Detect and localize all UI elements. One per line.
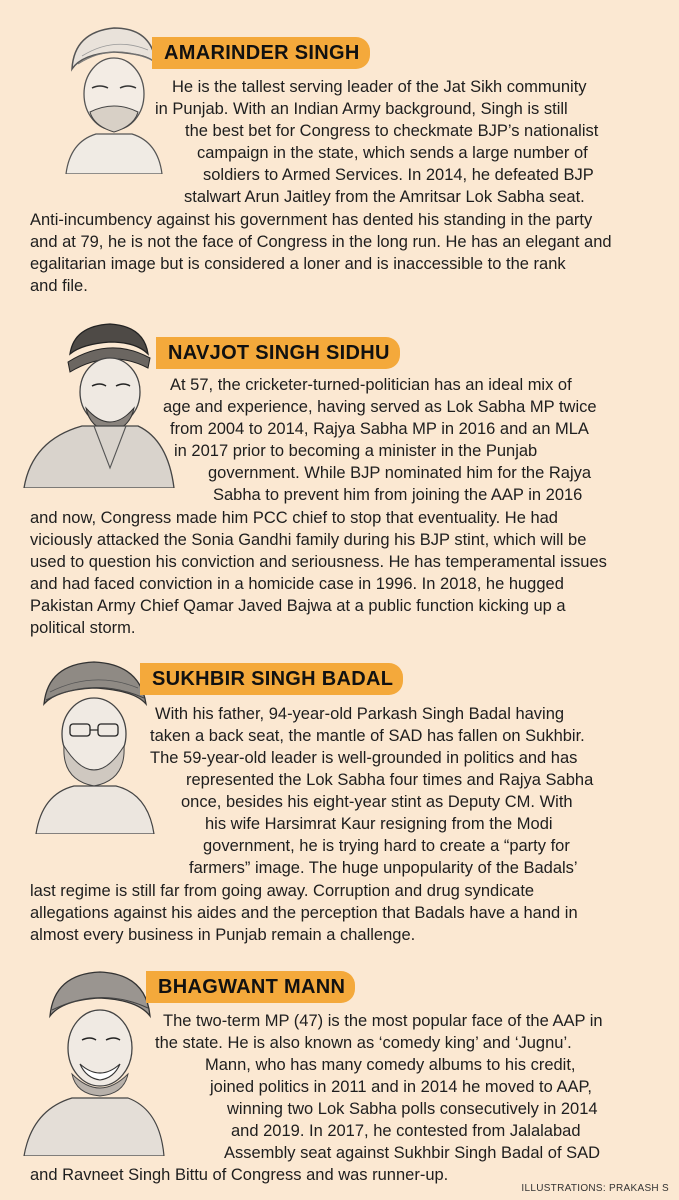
profile-text-line: With his father, 94-year-old Parkash Singh Badal having [155,705,565,723]
profile-text-line: The two-term MP (47) is the most popular face of the AAP in [163,1012,603,1030]
profile-text-line: his wife Harsimrat Kaur resigning from the Modi [205,815,553,833]
profile-text-line: Anti-incumbency against his government has dented his standing in the party [30,211,593,229]
profile-text-line: winning two Lok Sabha polls consecutively in 2014 [227,1100,598,1118]
profile-text-line: last regime is still far from going away. Corruption and drug syndicate [30,882,535,900]
profile-text-line: and Ravneet Singh Bittu of Congress and was runner-up. [30,1166,449,1184]
profile-text-line: egalitarian image but is considered a loner and is inaccessible to the rank [30,255,566,273]
bhagwant-mann-portrait-sketch-icon [16,966,166,1156]
profile-text-line: allegations against his aides and the perception that Badals have a hand in [30,904,578,922]
profile-text-line: the best bet for Congress to checkmate BJP’s nationalist [185,122,599,140]
profile-text-line: The 59-year-old leader is well-grounded in politics and has [150,749,578,767]
profile-text-line: age and experience, having served as Lok Sabha MP twice [163,398,597,416]
navjot-singh-sidhu-portrait-sketch-icon [18,318,178,488]
profile-text-line: almost every business in Punjab remain a challenge. [30,926,416,944]
profile-text-line: from 2004 to 2014, Rajya Sabha MP in 2016 and an MLA [170,420,589,438]
profile-text-line: and file. [30,277,88,295]
profile-text-line: government, he is trying hard to create a “party for [203,837,570,855]
profile-text-line: joined politics in 2011 and in 2014 he moved to AAP, [210,1078,592,1096]
profile-text-line: in Punjab. With an Indian Army background, Singh is still [155,100,568,118]
profile-text-line: Pakistan Army Chief Qamar Javed Bajwa at a public function kicking up a [30,597,566,615]
profile-text-line: He is the tallest serving leader of the Jat Sikh community [172,78,587,96]
profile-text-line: represented the Lok Sabha four times and Rajya Sabha [186,771,594,789]
profile-text-line: At 57, the cricketer-turned-politician has an ideal mix of [170,376,572,394]
profile-text-line: Assembly seat against Sukhbir Singh Badal of SAD [224,1144,601,1162]
profile-text-line: the state. He is also known as ‘comedy king’ and ‘Jugnu’. [155,1034,572,1052]
profile-text-line: in 2017 prior to becoming a minister in the Punjab [174,442,538,460]
profile-text-line: and had faced conviction in a homicide case in 1996. In 2018, he hugged [30,575,564,593]
profile-text-line: and now, Congress made him PCC chief to stop that eventuality. He had [30,509,558,527]
illustration-credit: ILLUSTRATIONS: PRAKASH S [521,1183,669,1194]
profile-text-line: Mann, who has many comedy albums to his credit, [205,1056,576,1074]
profile-text-line: viciously attacked the Sonia Gandhi family during his BJP stint, which will be [30,531,587,549]
profile-text-line: once, besides his eight-year stint as Deputy CM. With [181,793,573,811]
profile-name-tag: SUKHBIR SINGH BADAL [140,663,403,695]
profile-text-line: Sabha to prevent him from joining the AAP in 2016 [213,486,583,504]
profile-text-line: government. While BJP nominated him for the Rajya [208,464,592,482]
profile-text-line: used to question his conviction and seriousness. He has temperamental issues [30,553,607,571]
profile-name-tag: NAVJOT SINGH SIDHU [156,337,400,369]
profile-text-line: and 2019. In 2017, he contested from Jalalabad [231,1122,581,1140]
profile-name-tag: BHAGWANT MANN [146,971,355,1003]
profile-text-line: political storm. [30,619,136,637]
profile-text-line: farmers” image. The huge unpopularity of the Badals’ [189,859,578,877]
profile-name-tag: AMARINDER SINGH [152,37,370,69]
profile-text-line: campaign in the state, which sends a large number of [197,144,588,162]
profile-text-line: stalwart Arun Jaitley from the Amritsar Lok Sabha seat. [184,188,585,206]
profile-text-line: and at 79, he is not the face of Congress in the long run. He has an elegant and [30,233,612,251]
profile-text-line: soldiers to Armed Services. In 2014, he defeated BJP [203,166,594,184]
profile-text-line: taken a back seat, the mantle of SAD has fallen on Sukhbir. [150,727,585,745]
